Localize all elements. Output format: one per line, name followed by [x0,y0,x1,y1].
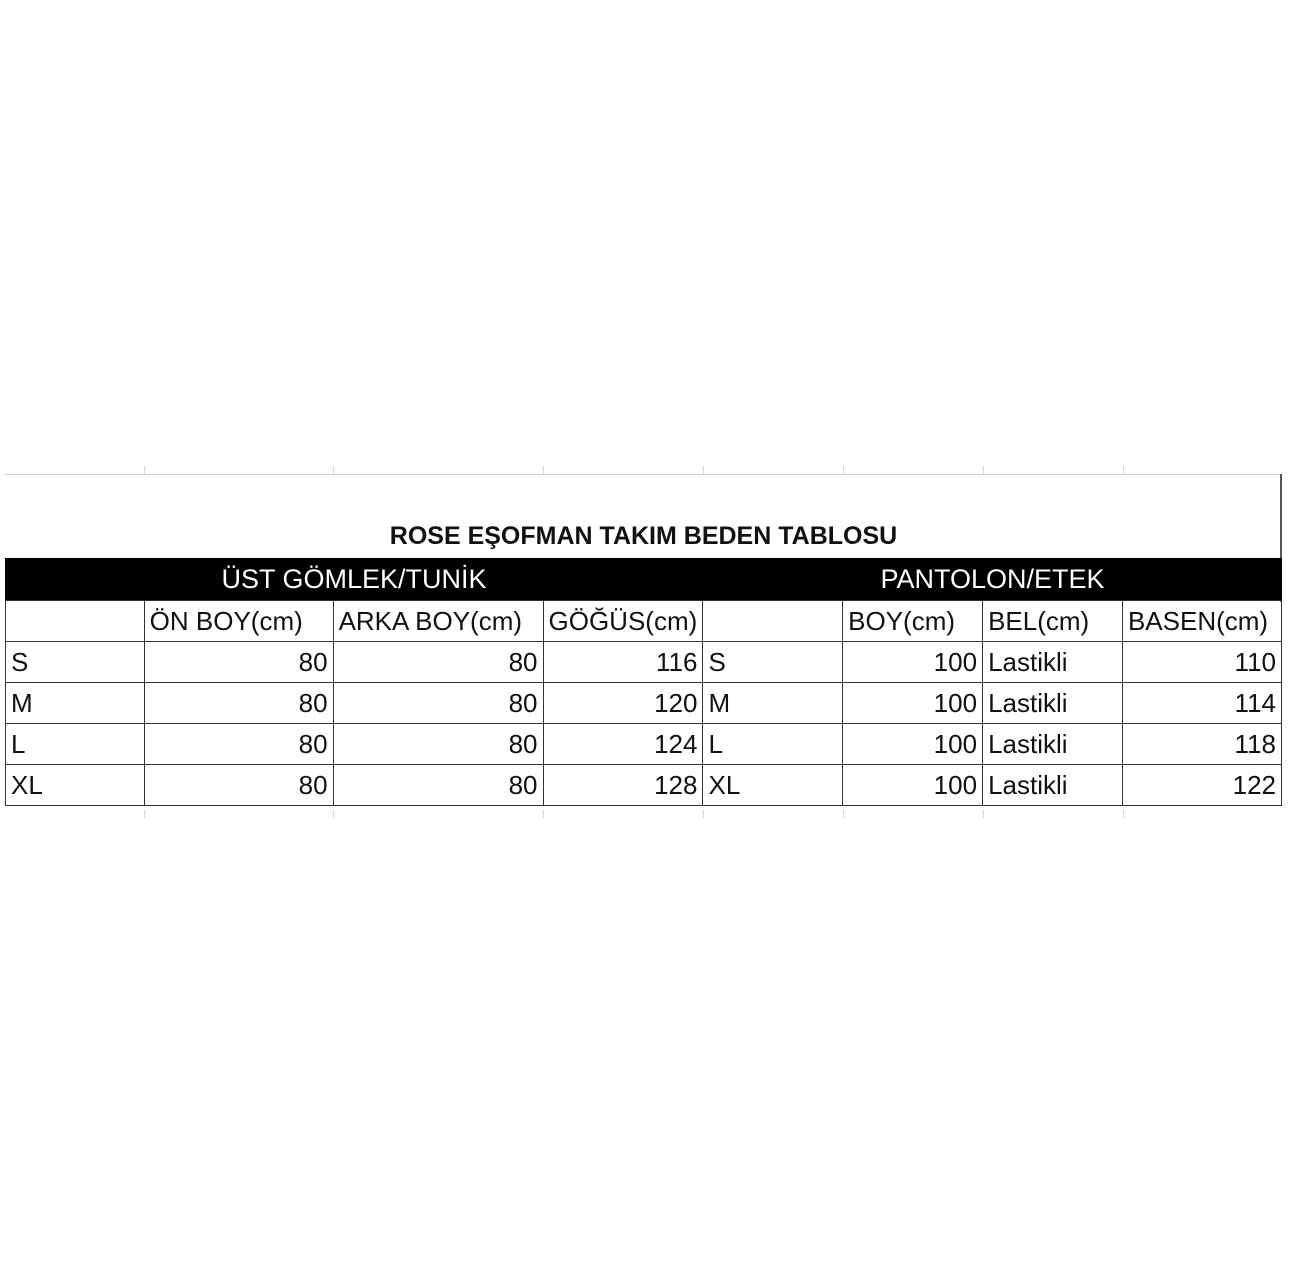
size-cell: XL [703,765,843,806]
value-cell: 110 [1122,642,1281,683]
value-cell: 116 [543,642,703,683]
size-cell: L [703,724,843,765]
table-row [6,724,1282,765]
header-cell: GÖĞÜS(cm) [543,601,703,642]
table-row [6,765,1282,806]
value-cell: 80 [333,683,543,724]
size-cell: XL [6,765,145,806]
value-cell: 100 [843,683,983,724]
value-cell: Lastikli [983,765,1123,806]
value-cell: Lastikli [983,683,1123,724]
header-cell [703,601,843,642]
header-cell: ARKA BOY(cm) [333,601,543,642]
size-cell: L [6,724,145,765]
value-cell: 80 [333,724,543,765]
header-cell: BOY(cm) [843,601,983,642]
band-top-garment: ÜST GÖMLEK/TUNİK [221,564,487,594]
value-cell: 120 [543,683,703,724]
value-cell: 100 [843,642,983,683]
size-cell: M [703,683,843,724]
value-cell: 80 [333,642,543,683]
value-cell: 80 [333,765,543,806]
bottom-gridline [5,810,1282,818]
value-cell: 114 [1122,683,1281,724]
band-bottom-garment: PANTOLON/ETEK [880,564,1105,594]
size-cell: S [703,642,843,683]
table-row [6,683,1282,724]
value-cell: 80 [144,642,333,683]
size-cell: S [6,642,145,683]
table-row [6,642,1282,683]
size-cell: M [6,683,145,724]
header-row [6,601,1282,642]
header-cell: ÖN BOY(cm) [144,601,333,642]
size-table [5,600,1282,806]
value-cell: 100 [843,765,983,806]
header-cell [6,601,145,642]
value-cell: 80 [144,724,333,765]
value-cell: 122 [1122,765,1281,806]
value-cell: Lastikli [983,724,1123,765]
section-band-bar [5,558,1282,600]
value-cell: 80 [144,683,333,724]
value-cell: 80 [144,765,333,806]
value-cell: 118 [1122,724,1281,765]
header-cell: BASEN(cm) [1122,601,1281,642]
size-chart-sheet [5,466,1282,818]
chart-title: ROSE EŞOFMAN TAKIM BEDEN TABLOSU [389,522,898,550]
value-cell: 128 [543,765,703,806]
value-cell: 124 [543,724,703,765]
value-cell: 100 [843,724,983,765]
value-cell: Lastikli [983,642,1123,683]
header-cell: BEL(cm) [983,601,1123,642]
top-gridline [5,466,1282,475]
